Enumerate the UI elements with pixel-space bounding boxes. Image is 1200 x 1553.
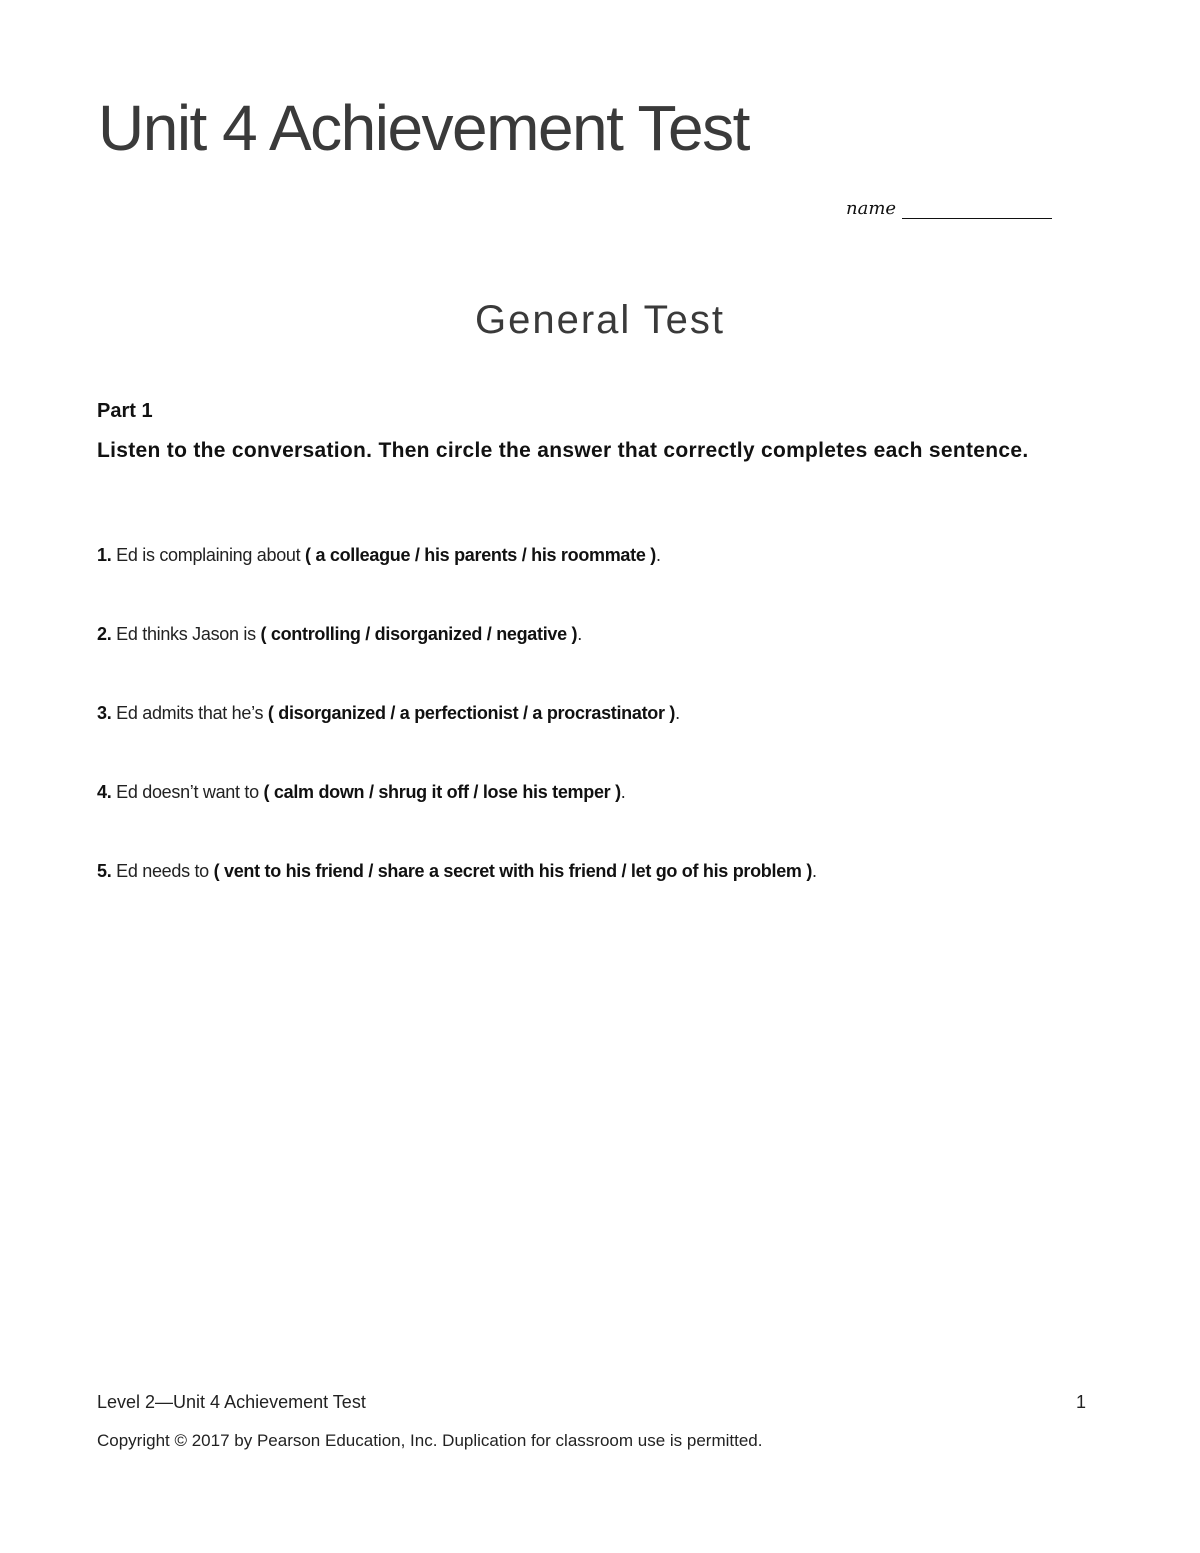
question-options: ( controlling / disorganized / negative ) xyxy=(260,624,578,644)
question-stem: Ed doesn’t want to xyxy=(111,782,264,802)
page-title: Unit 4 Achievement Test xyxy=(98,92,749,164)
question-item xyxy=(97,699,817,778)
question-number: 4. xyxy=(97,782,112,802)
name-blank-line xyxy=(902,200,1052,219)
question-stem: Ed admits that he’s xyxy=(111,703,268,723)
question-item xyxy=(97,778,817,857)
question-number: 1. xyxy=(97,545,112,565)
question-number: 5. xyxy=(97,861,112,881)
copyright-notice: Copyright © 2017 by Pearson Education, Inc. Duplication for classroom use is permitted. xyxy=(97,1431,763,1450)
question-stem: Ed is complaining about xyxy=(111,545,306,565)
question-stem: Ed needs to xyxy=(111,861,214,881)
question-options: ( a colleague / his parents / his roommate ) xyxy=(305,545,656,565)
question-stem: Ed thinks Jason is xyxy=(111,624,261,644)
question-end: . xyxy=(655,545,661,565)
question-number: 3. xyxy=(97,703,112,723)
part-instructions: Listen to the conversation. Then circle the answer that correctly completes each sentence. xyxy=(97,439,1029,462)
question-options: ( calm down / shrug it off / lose his temper ) xyxy=(263,782,621,802)
question-list xyxy=(97,541,817,936)
question-end: . xyxy=(577,624,582,644)
question-end: . xyxy=(812,861,817,881)
question-item xyxy=(97,541,817,620)
question-end: . xyxy=(675,703,680,723)
question-options: ( disorganized / a perfectionist / a procrastinator ) xyxy=(267,703,676,723)
question-item xyxy=(97,857,817,936)
page-number: 1 xyxy=(1076,1392,1087,1412)
part-label: Part 1 xyxy=(97,400,153,422)
footer-title: Level 2—Unit 4 Achievement Test xyxy=(97,1392,366,1412)
question-end: . xyxy=(620,782,626,802)
question-item xyxy=(97,620,817,699)
question-options: ( vent to his friend / share a secret with his friend / let go of his problem ) xyxy=(213,861,813,881)
name-field xyxy=(846,198,1052,219)
section-subtitle: General Test xyxy=(474,298,726,342)
name-label: name xyxy=(846,198,897,219)
question-number: 2. xyxy=(97,624,112,644)
